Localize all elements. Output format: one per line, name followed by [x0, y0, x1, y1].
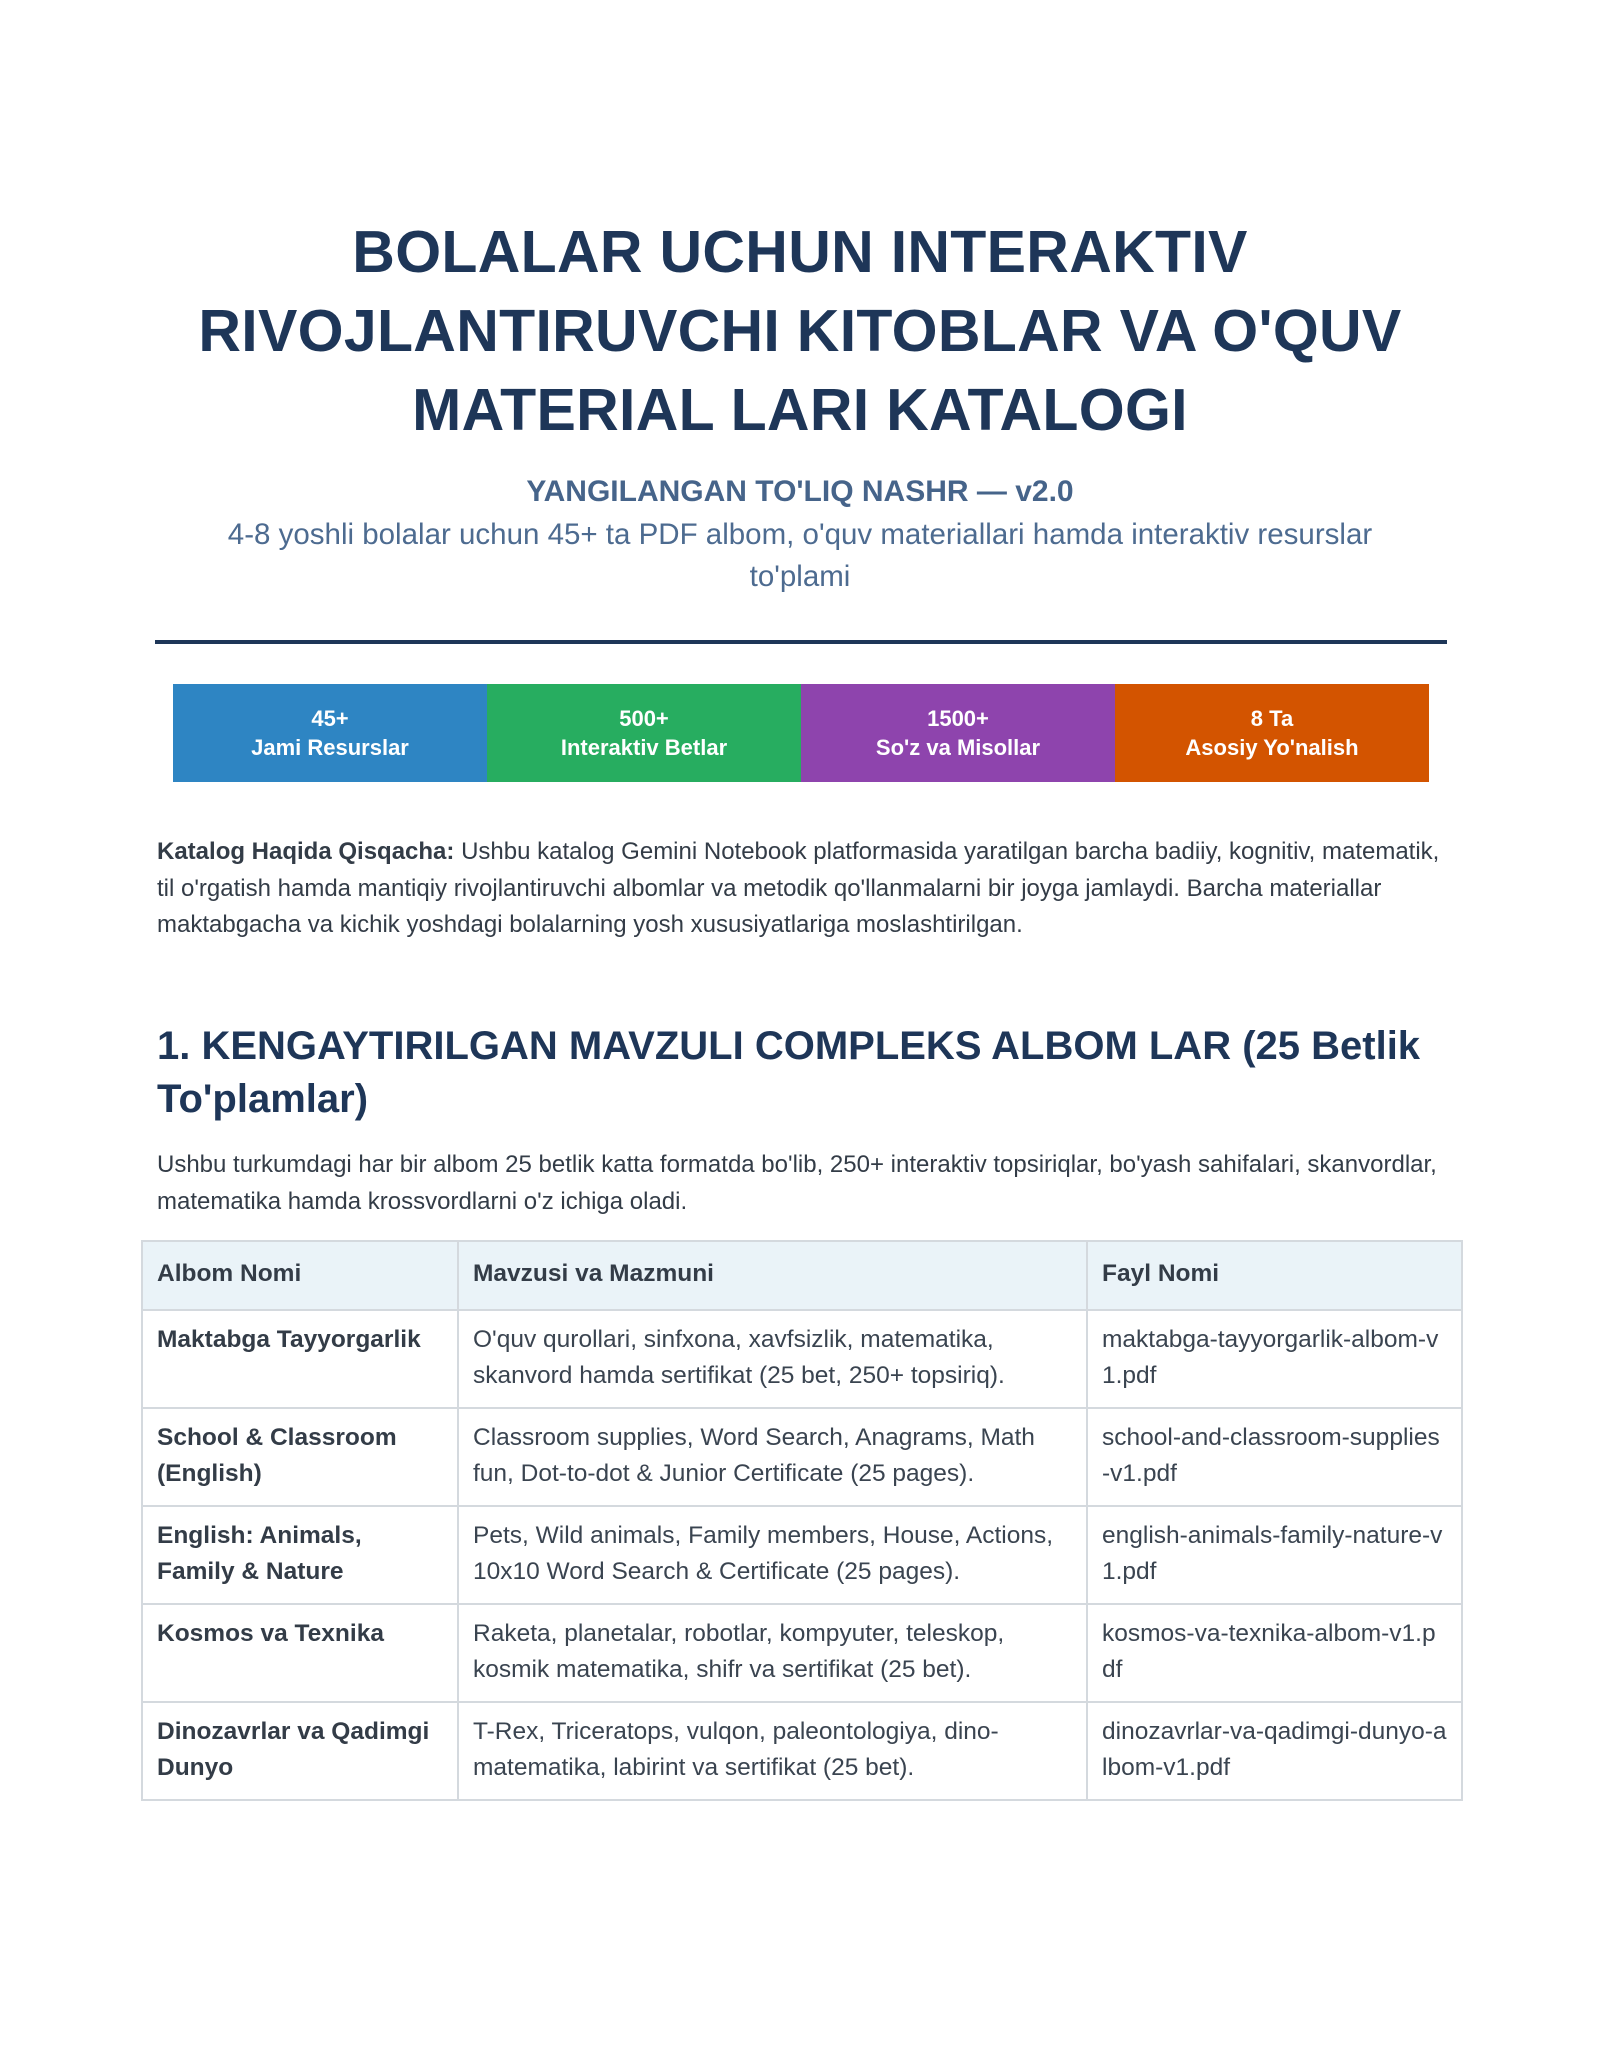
- album-content-cell: Pets, Wild animals, Family members, House, Actions, 10x10 Word Search & Certificate (25 pages).: [458, 1506, 1087, 1604]
- album-name-cell: Maktabga Tayyorgarlik: [142, 1310, 458, 1408]
- section-description: Ushbu turkumdagi har bir albom 25 betlik katta formatda bo'lib, 250+ interaktiv topsiriqlar, bo'yash sahifalari, skanvordlar, matematika hamda krossvordlarni o'z ichiga oladi.: [157, 1151, 1437, 1215]
- stat-label: Asosiy Yo'nalish: [1185, 735, 1359, 760]
- table-row: [142, 1310, 1462, 1408]
- stat-words-examples: [801, 684, 1115, 782]
- stat-interactive-pages: [487, 684, 801, 782]
- stat-label: So'z va Misollar: [875, 735, 1041, 760]
- album-file-cell: school-and-classroom-supplies-v1.pdf: [1087, 1408, 1462, 1506]
- album-name-cell: Dinozavrlar va Qadimgi Dunyo: [142, 1702, 458, 1800]
- edition-subtitle: YANGILANGAN TO'LIQ NASHR — v2.0: [526, 475, 1074, 508]
- album-content-cell: Raketa, planetalar, robotlar, kompyuter, teleskop, kosmik matematika, shifr va sertifikat (25 bet).: [458, 1604, 1087, 1702]
- album-file-cell: maktabga-tayyorgarlik-albom-v1.pdf: [1087, 1310, 1462, 1408]
- album-content-cell: Classroom supplies, Word Search, Anagrams, Math fun, Dot-to-dot & Junior Certificate (25 pages).: [458, 1408, 1087, 1506]
- column-header-file-name: Fayl Nomi: [1087, 1241, 1462, 1310]
- album-file-cell: english-animals-family-nature-v1.pdf: [1087, 1506, 1462, 1604]
- page-title: BOLALAR UCHUN INTERAKTIV RIVOJLANTIRUVCHI KITOBLAR VA O'QUV MATERIAL LARI KATALOGI: [198, 219, 1402, 443]
- stats-bar: [173, 684, 1429, 782]
- table-row: [142, 1702, 1462, 1800]
- album-table: [141, 1240, 1463, 1801]
- album-name-cell: Kosmos va Texnika: [142, 1604, 458, 1702]
- section-heading: 1. KENGAYTIRILGAN MAVZULI COMPLEKS ALBOM LAR (25 Betlik To'plamlar): [157, 1024, 1421, 1121]
- album-name-cell: School & Classroom (English): [142, 1408, 458, 1506]
- table-row: [142, 1604, 1462, 1702]
- album-name-cell: English: Animals, Family & Nature: [142, 1506, 458, 1604]
- album-content-cell: T-Rex, Triceratops, vulqon, paleontologiya, dino-matematika, labirint va sertifikat (25 bet).: [458, 1702, 1087, 1800]
- stat-label: Jami Resurslar: [251, 735, 409, 760]
- album-file-cell: kosmos-va-texnika-albom-v1.pdf: [1087, 1604, 1462, 1702]
- stat-value: 45+: [311, 706, 349, 731]
- catalog-description: 4-8 yoshli bolalar uchun 45+ ta PDF albom, o'quv materiallari hamda interaktiv resurslar to'plami: [227, 518, 1373, 593]
- table-row: [142, 1408, 1462, 1506]
- stat-label: Interaktiv Betlar: [560, 735, 728, 760]
- album-file-cell: dinozavrlar-va-qadimgi-dunyo-albom-v1.pdf: [1087, 1702, 1462, 1800]
- summary-text: Ushbu katalog Gemini Notebook platformasida yaratilgan barcha badiiy, kognitiv, matematik, til o'rgatish hamda mantiqiy rivojlantiruvchi albomlar va metodik qo'llanmalarni bir joyga jamlaydi. Barcha materiallar maktabgacha va kichik yoshdagi bolalarning yosh xususiyatlariga moslashtirilgan.: [157, 838, 1440, 938]
- stat-value: 500+: [619, 706, 669, 731]
- stat-total-resources: [173, 684, 487, 782]
- stat-value: 8 Ta: [1250, 706, 1294, 731]
- stat-value: 1500+: [927, 706, 989, 731]
- header-divider: [155, 640, 1447, 644]
- summary-lead: Katalog Haqida Qisqacha:: [157, 838, 455, 865]
- table-row: [142, 1506, 1462, 1604]
- stat-main-directions: [1115, 684, 1429, 782]
- column-header-content: Mavzusi va Mazmuni: [458, 1241, 1087, 1310]
- table-header-row: [142, 1241, 1462, 1310]
- column-header-album-name: Albom Nomi: [142, 1241, 458, 1310]
- album-content-cell: O'quv qurollari, sinfxona, xavfsizlik, matematika, skanvord hamda sertifikat (25 bet, 250+ topsiriq).: [458, 1310, 1087, 1408]
- catalog-summary: [157, 834, 1447, 944]
